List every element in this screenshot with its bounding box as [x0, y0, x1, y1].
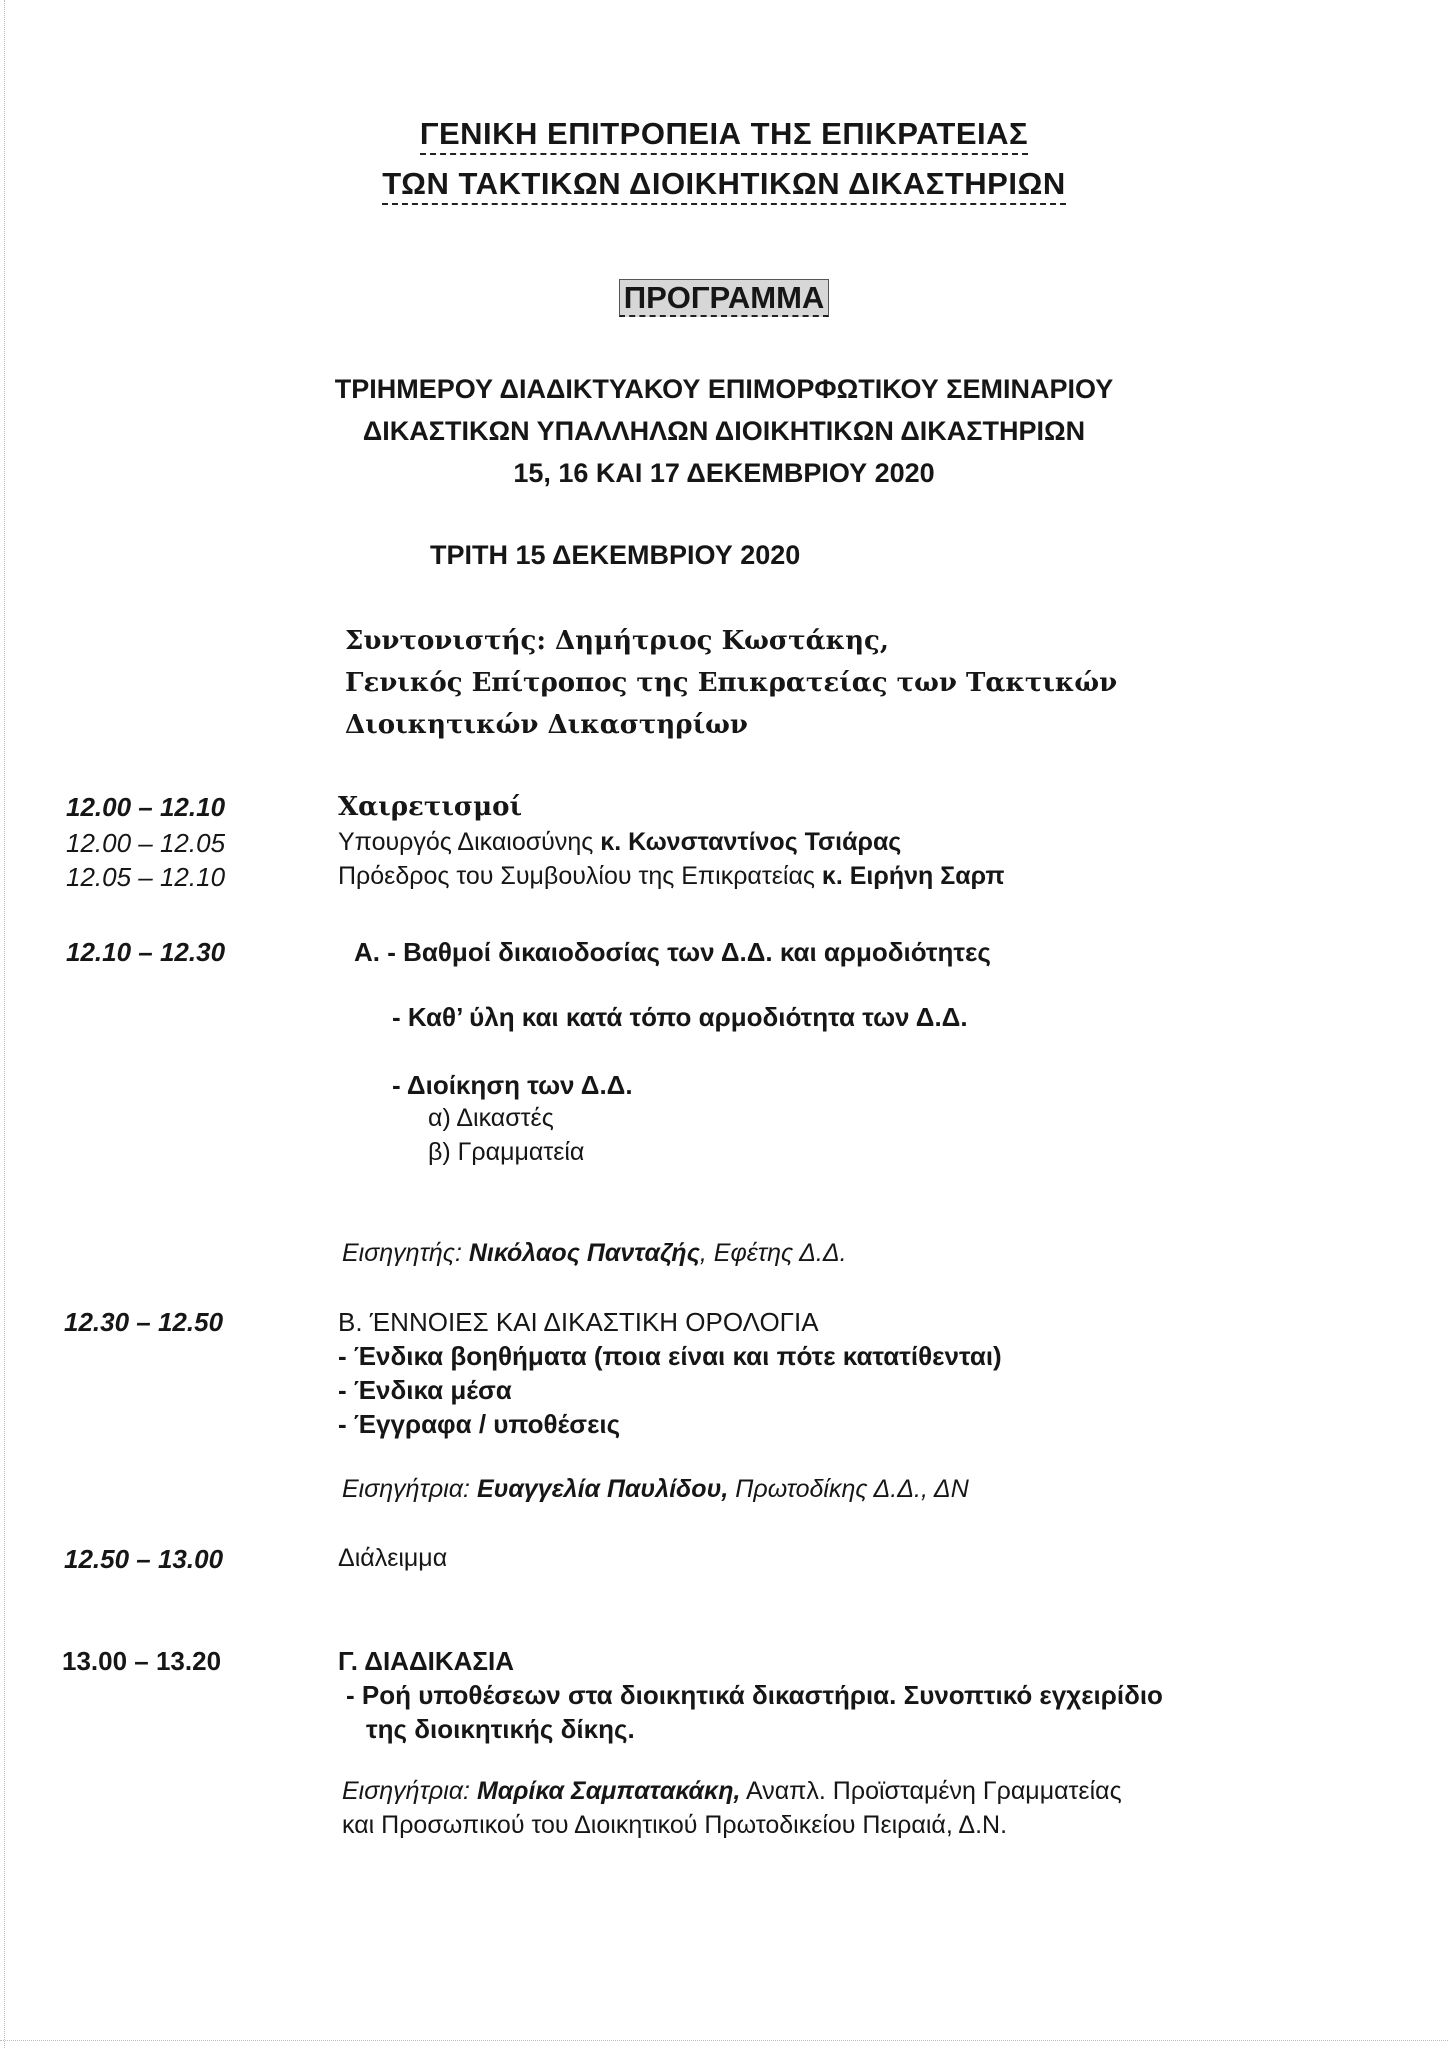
greeting-2-role: Πρόεδρος του Συμβουλίου της Επικρατείας [338, 862, 822, 890]
session-c-speaker-role-2: και Προσωπικού του Διοικητικού Πρωτοδικείου Πειραιά, Δ.Ν. [342, 1811, 1008, 1839]
session-b-title: Β. ΈΝΝΟΙΕΣ ΚΑΙ ΔΙΚΑΣΤΙΚΗ ΟΡΟΛΟΓΙΑ [338, 1307, 819, 1337]
session-a-speaker-role: , Εφέτης Δ.Δ. [699, 1239, 847, 1267]
scan-edge-bottom [0, 2040, 1448, 2041]
session-b-item-2: - Ένδικα μέσα [338, 1375, 512, 1405]
session-a-time: 12.10 – 12.30 [66, 937, 226, 967]
session-a-item-1: - Καθ’ ύλη και κατά τόπο αρμοδιότητα των Δ.Δ. [392, 1002, 968, 1032]
subtitle-line-3: 15, 16 ΚΑΙ 17 ΔΕΚΕΜΒΡΙΟΥ 2020 [513, 458, 935, 488]
session-c-item-1-cont: της διοικητικής δίκης. [366, 1714, 635, 1744]
greeting-2-name: κ. Ειρήνη Σαρπ [821, 862, 1005, 890]
session-c-speaker-label: Εισηγήτρια: [342, 1777, 477, 1805]
session-c-speaker-name: Μαρίκα Σαμπατακάκη, [476, 1777, 741, 1805]
session-a-speaker [342, 1239, 847, 1268]
program-title: ΠΡΟΓΡΑΜΜΑ [0, 280, 1448, 316]
session-a-item-2: - Διοίκηση των Δ.Δ. [392, 1070, 633, 1100]
subtitle-line-2: ΔΙΚΑΣΤΙΚΩΝ ΥΠΑΛΛΗΛΩΝ ΔΙΟΙΚΗΤΙΚΩΝ ΔΙΚΑΣΤΗΡΙΩΝ [362, 416, 1086, 446]
header-line-1: ΓΕΝΙΚΗ ΕΠΙΤΡΟΠΕΙΑ ΤΗΣ ΕΠΙΚΡΑΤΕΙΑΣ [0, 116, 1448, 152]
session-b-item-3: - Έγγραφα / υποθέσεις [338, 1409, 621, 1439]
subtitle-line-1: ΤΡΙΗΜΕΡΟΥ ΔΙΑΔΙΚΤΥΑΚΟΥ ΕΠΙΜΟΡΦΩΤΙΚΟΥ ΣΕΜΙΝΑΡΙΟΥ [334, 374, 1114, 404]
session-b-time: 12.30 – 12.50 [64, 1307, 224, 1337]
session-c-item-1: - Ροή υποθέσεων στα διοικητικά δικαστήρια. Συνοπτικό εγχειρίδιο [346, 1680, 1163, 1710]
break-label: Διάλειμμα [338, 1544, 448, 1572]
greeting-1-time: 12.00 – 12.05 [66, 828, 226, 858]
day-title: ΤΡΙΤΗ 15 ΔΕΚΕΜΒΡΙΟΥ 2020 [430, 540, 801, 570]
greetings-time: 12.00 – 12.10 [66, 792, 226, 822]
session-b-speaker-role: Πρωτοδίκης Δ.Δ., ΔΝ [728, 1475, 969, 1503]
greeting-1-name: κ. Κωνσταντίνος Τσιάρας [600, 828, 902, 856]
coordinator-line-1: Συντονιστής: Δημήτριος Κωστάκης, [345, 626, 889, 656]
greeting-1-speaker [338, 828, 901, 857]
greeting-1-role: Υπουργός Δικαιοσύνης [338, 828, 601, 856]
greeting-2-time: 12.05 – 12.10 [66, 862, 226, 892]
session-a-title: Α. - Βαθμοί δικαιοδοσίας των Δ.Δ. και αρμοδιότητες [354, 937, 991, 967]
greetings-title: Χαιρετισμοί [338, 792, 523, 822]
session-b-speaker-label: Εισηγήτρια: [342, 1475, 477, 1503]
session-b-item-1: - Ένδικα βοηθήματα (ποια είναι και πότε κατατίθενται) [338, 1341, 1002, 1371]
session-c-speaker-role: Αναπλ. Προϊσταμένη Γραμματείας [740, 1777, 1122, 1805]
session-b-speaker [342, 1475, 969, 1504]
session-a-speaker-name: Νικόλαος Πανταζής [468, 1239, 700, 1267]
break-time: 12.50 – 13.00 [64, 1544, 224, 1574]
session-b-speaker-name: Ευαγγελία Παυλίδου, [476, 1475, 729, 1503]
session-c-speaker [342, 1777, 1122, 1806]
greeting-2-speaker [338, 862, 1005, 891]
header-line-2: ΤΩΝ ΤΑΚΤΙΚΩΝ ΔΙΟΙΚΗΤΙΚΩΝ ΔΙΚΑΣΤΗΡΙΩΝ [0, 166, 1448, 202]
session-c-title: Γ. ΔΙΑΔΙΚΑΣΙΑ [338, 1646, 515, 1676]
session-c-time: 13.00 – 13.20 [62, 1646, 222, 1676]
coordinator-line-2: Γενικός Επίτροπος της Επικρατείας των Τακτικών [345, 668, 1118, 698]
coordinator-line-3: Διοικητικών Δικαστηρίων [345, 710, 748, 740]
session-a-sub-2: β) Γραμματεία [428, 1138, 585, 1166]
session-a-speaker-label: Εισηγητής: [342, 1239, 469, 1267]
session-a-sub-1: α) Δικαστές [428, 1104, 554, 1132]
